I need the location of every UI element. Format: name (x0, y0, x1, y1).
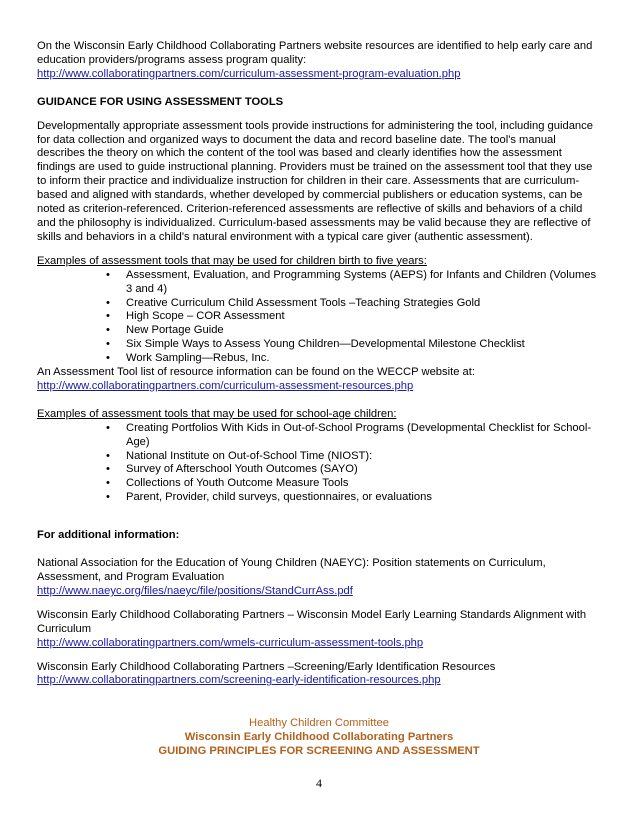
list-item: • Parent, Provider, child surveys, questionnaires, or evaluations (106, 491, 432, 504)
resource-screening-link[interactable]: http://www.collaboratingpartners.com/screening-early-identification-resources.php (37, 674, 441, 687)
resource-screening-text: Wisconsin Early Childhood Collaborating Partners –Screening/Early Identification Resources (37, 660, 496, 673)
bullet-icon: • (106, 477, 110, 490)
birth-to-five-heading: Examples of assessment tools that may be used for children birth to five years: (37, 254, 427, 267)
resource-naeyc-text: National Association for the Education of Young Children (NAEYC): Position statements on Curriculum, Assessment, and Program Evaluation (37, 557, 546, 583)
bullet-icon: • (106, 268, 110, 281)
school-age-heading: Examples of assessment tools that may be used for school-age children: (37, 407, 397, 420)
bullet-icon: • (106, 296, 110, 309)
bullet-icon: • (106, 491, 110, 504)
bullet-icon: • (106, 463, 110, 476)
resource-wmels-link[interactable]: http://www.collaboratingpartners.com/wmels-curriculum-assessment-tools.php (37, 636, 424, 649)
list-item: • High Scope – COR Assessment (106, 310, 285, 323)
intro-link[interactable]: http://www.collaboratingpartners.com/curriculum-assessment-program-evaluation.php (37, 67, 461, 80)
intro-text: On the Wisconsin Early Childhood Collaborating Partners website resources are identified to help early care and education providers/programs assess program quality: (37, 40, 593, 66)
bullet-icon: • (106, 324, 110, 337)
footer-title: GUIDING PRINCIPLES FOR SCREENING AND ASSESSMENT (158, 744, 480, 757)
list-item: • Creating Portfolios With Kids in Out-of-School Programs (Developmental Checklist for School-Age) (106, 421, 592, 448)
bullet-icon: • (106, 352, 110, 365)
birth-to-five-list (37, 269, 597, 366)
list-item: • Creative Curriculum Child Assessment Tools –Teaching Strategies Gold (106, 296, 481, 309)
bullet-icon: • (106, 338, 110, 351)
list-item: • Six Simple Ways to Assess Young Children—Developmental Milestone Checklist (106, 338, 525, 351)
resource-wmels-text: Wisconsin Early Childhood Collaborating Partners – Wisconsin Model Early Learning Standards Alignment with Curriculum (37, 608, 587, 635)
footer-org: Wisconsin Early Childhood Collaborating Partners (184, 730, 454, 743)
assessment-list-note: An Assessment Tool list of resource information can be found on the WECCP website at: (37, 366, 475, 379)
list-item: • Work Sampling—Rebus, Inc. (106, 352, 270, 365)
additional-info-heading: For additional information: (37, 529, 180, 542)
document-page (37, 40, 597, 688)
list-item: • Survey of Afterschool Youth Outcomes (SAYO) (106, 463, 358, 476)
guidance-heading: GUIDANCE FOR USING ASSESSMENT TOOLS (37, 95, 284, 108)
page-footer (0, 717, 638, 759)
list-item: • New Portage Guide (106, 324, 224, 337)
bullet-icon: • (106, 449, 110, 462)
resource-naeyc-link[interactable]: http://www.naeyc.org/files/naeyc/file/positions/StandCurrAss.pdf (37, 584, 353, 597)
guidance-body: Developmentally appropriate assessment tools provide instructions for administering the tool, including guidance for data collection and organized ways to document the data and record baseline date. The tool's manual describes the theory on which the content of the tool was based and clearly identifies how the assessment findings are used to guide instructional planning. Providers must be trained on the assessment tool that they use to inform their practice and individualize instruction for children in their care. Assessments that are curriculum-based and aligned with standards, whether developed by commercial publishers or education systems, can be noted as criterion-referenced. Criterion-referenced assessments are reflective of skills and behaviors of a child and the philosophy is individualized. Curriculum-based assessments may be valid because they are reflective of skills and behaviors in a child's natural environment with a typical care giver (authentic assessment). (37, 119, 593, 243)
page-number: 4 (316, 776, 322, 790)
footer-committee: Healthy Children Committee (249, 717, 389, 729)
bullet-icon: • (106, 310, 110, 323)
list-item: • Collections of Youth Outcome Measure Tools (106, 477, 349, 490)
school-age-list (37, 422, 597, 505)
bullet-icon: • (106, 421, 110, 434)
list-item: • National Institute on Out-of-School Time (NIOST): (106, 449, 373, 462)
assessment-resources-link[interactable]: http://www.collaboratingpartners.com/curriculum-assessment-resources.php (37, 379, 414, 392)
list-item: • Assessment, Evaluation, and Programming Systems (AEPS) for Infants and Children (Volumes 3 and 4) (106, 268, 597, 295)
